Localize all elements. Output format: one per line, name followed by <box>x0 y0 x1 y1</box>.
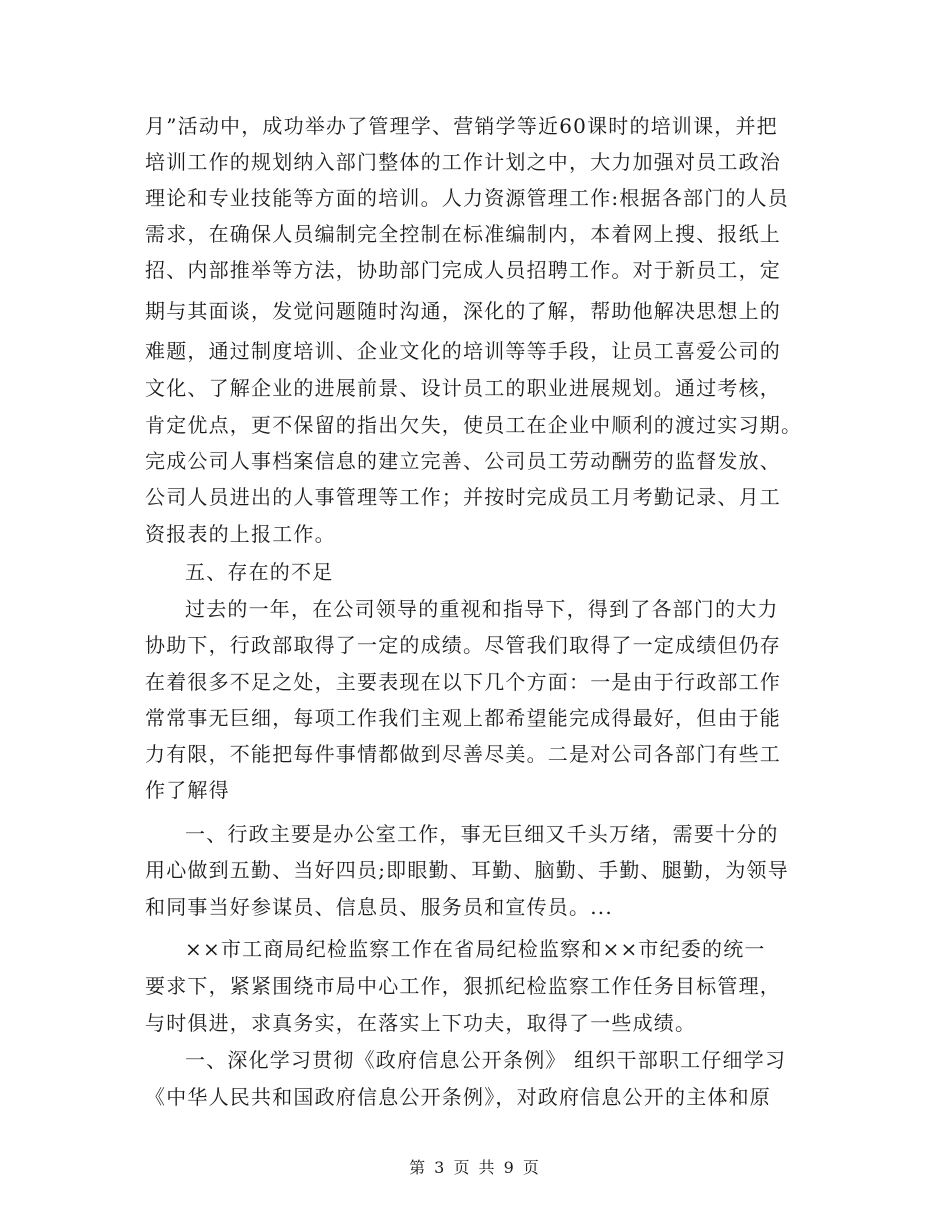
body-line: 需求，在确保人员编制完全控制在标准编制内，本着网上搜、报纸上 <box>145 222 781 246</box>
body-line: 资报表的上报工作。 <box>145 522 336 546</box>
body-line: 公司人员进出的人事管理等工作；并按时完成员工月考勤记录、月工 <box>145 485 781 509</box>
body-line: 协助下，行政部取得了一定的成绩。尽管我们取得了一定成绩但仍存 <box>145 633 781 657</box>
body-line: 文化、了解企业的进展前景、设计员工的职业进展规划。通过考核， <box>145 376 781 400</box>
body-line: 招、内部推举等方法，协助部门完成人员招聘工作。对于新员工，定 <box>145 258 781 282</box>
body-line: 过去的一年，在公司领导的重视和指导下，得到了各部门的大力 <box>185 597 779 621</box>
body-line: 常常事无巨细，每项工作我们主观上都希望能完成得最好，但由于能 <box>145 706 781 730</box>
body-line: 和同事当好参谋员、信息员、服务员和宣传员。... <box>145 895 613 919</box>
body-line: 在着很多不足之处，主要表现在以下几个方面：一是由于行政部工作 <box>145 670 781 694</box>
body-line: 难题，通过制度培训、企业文化的培训等等手段，让员工喜爱公司的 <box>145 339 781 363</box>
body-line: 《中华人民共和国政府信息公开条例》，对政府信息公开的主体和原 <box>145 1085 771 1109</box>
body-line: 要求下，紧紧围绕市局中心工作，狠抓纪检监察工作任务目标管理， <box>145 974 781 998</box>
body-line: 培训工作的规划纳入部门整体的工作计划之中，大力加强对员工政治 <box>145 150 781 174</box>
body-line: 用心做到五勤、当好四员;即眼勤、耳勤、脑勤、手勤、腿勤，为领导 <box>145 858 789 882</box>
page-number-footer: 第 3 页 共 9 页 <box>409 1158 541 1177</box>
body-line: 力有限，不能把每件事情都做到尽善尽美。二是对公司各部门有些工 <box>145 742 781 766</box>
body-line: 月”活动中，成功举办了管理学、营销学等近60课时的培训课，并把 <box>145 114 778 138</box>
section-heading: 五、存在的不足 <box>185 560 334 584</box>
body-line: 与时俱进，求真务实，在落实上下功夫，取得了一些成绩。 <box>145 1011 697 1035</box>
body-line: 作了解得 <box>145 778 230 802</box>
body-line: 完成公司人事档案信息的建立完善、公司员工劳动酬劳的监督发放、 <box>145 449 781 473</box>
body-line: 一、深化学习贯彻《政府信息公开条例》 组织干部职工仔细学习 <box>185 1048 787 1072</box>
body-line: 理论和专业技能等方面的培训。人力资源管理工作:根据各部门的人员 <box>145 186 789 210</box>
body-line: 一、行政主要是办公室工作，事无巨细又千头万绪，需要十分的 <box>185 822 779 846</box>
body-line: 肯定优点，更不保留的指出欠失，使员工在企业中顺利的渡过实习期。 <box>145 413 803 437</box>
body-line: 期与其面谈，发觉问题随时沟通，深化的了解，帮助他解决思想上的 <box>145 299 781 323</box>
body-line: ××市工商局纪检监察工作在省局纪检监察和××市纪委的统一 <box>185 937 766 961</box>
